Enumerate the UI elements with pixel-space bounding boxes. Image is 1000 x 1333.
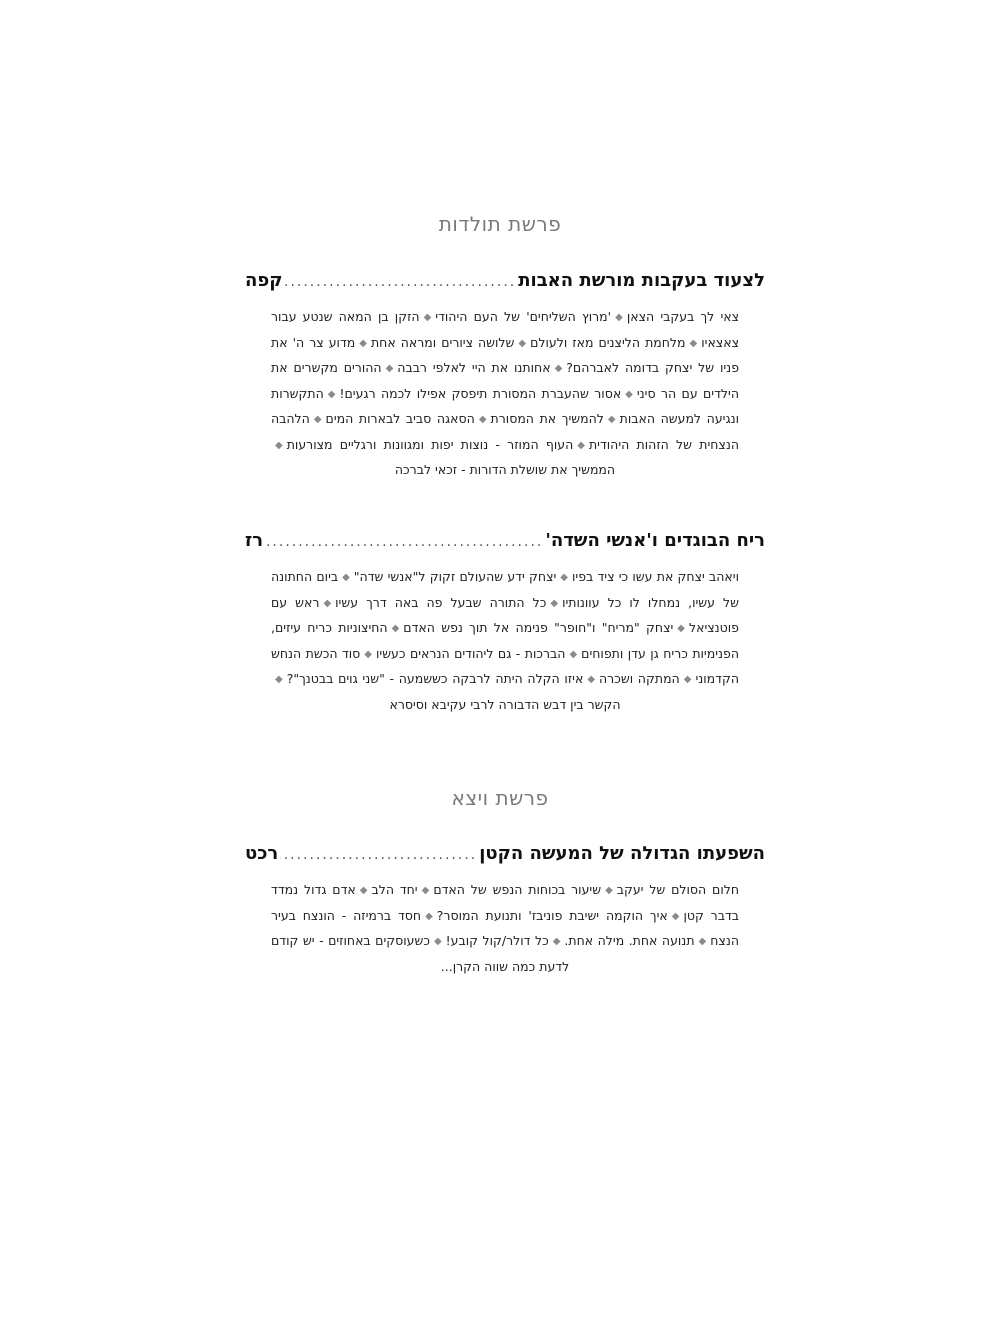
diamond-separator-icon: ◆: [421, 885, 430, 896]
topic-item: הממשיך את שושלת הדורות - זכאי לברכה: [394, 462, 616, 477]
diamond-separator-icon: ◆: [683, 674, 692, 685]
topic-item: מלחמת הליצנים מאז ולעולם: [530, 334, 686, 350]
diamond-separator-icon: ◆: [698, 936, 707, 947]
topic-item: 'מרוץ השליחים' של העם היהודי: [435, 309, 612, 324]
topic-item: חסד ברמיזה - הונצח בעיר הנצח: [271, 907, 739, 948]
parsha-title-vayetze: פרשת ויצא: [451, 786, 549, 810]
topic-item: ויאהב יצחק את עשו כי ציד בפיו: [572, 569, 739, 584]
diamond-separator-icon: ◆: [569, 648, 578, 660]
diamond-separator-icon: ◆: [275, 674, 283, 685]
diamond-separator-icon: ◆: [478, 414, 487, 425]
topic-item: שלושה ציורים ומראה אחת: [370, 334, 515, 350]
diamond-separator-icon: ◆: [689, 337, 698, 349]
dot-leader: [265, 534, 543, 550]
diamond-separator-icon: ◆: [587, 674, 596, 685]
diamond-separator-icon: ◆: [359, 337, 367, 349]
topic-item: יצחק ידע שהעולם זקוק ל"אנשי שדה": [353, 569, 557, 584]
topic-item: תנועה אחת. מילה אחת.: [564, 933, 695, 948]
toc-entry-page-number: קפה: [245, 270, 283, 291]
topic-item: יחד הלב: [371, 882, 418, 897]
diamond-separator-icon: ◆: [425, 910, 433, 922]
topic-item: כל דולר/קול קובע!: [445, 933, 549, 948]
topic-item: הסאגה סביב לבארות המים: [325, 411, 475, 426]
diamond-separator-icon: ◆: [359, 885, 368, 896]
toc-entry-page-number: רז: [245, 530, 264, 551]
topic-item: יצחק "מריח" ו"חופר" פנימה אל תוך נפש האדם: [403, 620, 674, 635]
diamond-separator-icon: ◆: [554, 363, 563, 374]
toc-entry-title: השפעתו הגדולה של המעשה הקטן: [479, 843, 765, 864]
diamond-separator-icon: ◆: [385, 363, 394, 374]
toc-entry-title: ריח הבוגדים ו'אנשי השדה': [545, 530, 765, 551]
toc-entry-title: לצעוד בעקבות מורשת האבות: [518, 270, 765, 291]
topic-item: אדם גדול נמדד בדבר קטן: [271, 882, 739, 923]
toc-entry-2: [245, 530, 765, 717]
toc-entry-heading[interactable]: [245, 843, 765, 864]
topic-item: ביום החתונה של עשיו, נמחלו לו כל עוונותיו: [271, 569, 739, 610]
diamond-separator-icon: ◆: [391, 623, 400, 634]
topic-item: שיעור בכוחות הנפש של האדם: [433, 882, 602, 897]
toc-entry-heading[interactable]: [245, 530, 765, 551]
toc-entry-page-number: רכט: [245, 843, 279, 864]
topic-item: הלהבה הנצחית של הזהות היהודית: [271, 411, 740, 452]
topic-item: איזו הקלה היתה לרבקה כששמעה - "שני גוים בבטנך"?: [286, 671, 584, 686]
topic-item: אסור שהעברת המסורת תיפסק אפילו לכמה רגעים!: [339, 385, 622, 401]
topic-item: המתקה ושכרה: [599, 671, 680, 686]
topic-item: חלום הסולם של יעקב: [616, 882, 739, 897]
diamond-separator-icon: ◆: [327, 388, 336, 400]
topic-item: הברכות - גם ליהודים הנראים כעשיו: [376, 645, 566, 661]
topic-item: כשעוסקים באחוזים - יש קודם לדעת כמה שווה הקרן...: [271, 933, 570, 974]
topic-item: כל התורה שבעל פה באה דרך עשיו: [335, 594, 547, 610]
toc-entry-3: [245, 843, 765, 979]
diamond-separator-icon: ◆: [615, 312, 623, 323]
toc-entry-topics: [271, 565, 739, 717]
topic-item: הקשר בין דבש הדבורה לרבי עקיבא וסיסרא: [389, 696, 621, 712]
diamond-separator-icon: ◆: [323, 597, 332, 609]
diamond-separator-icon: ◆: [433, 936, 442, 947]
diamond-separator-icon: ◆: [552, 936, 561, 947]
diamond-separator-icon: ◆: [605, 885, 613, 896]
topic-item: הזקן בן המאה שנטע עבור צאצאיו: [271, 309, 739, 350]
topic-item: איך הוקמה ישיבת פוניבז' ותנועת המוסר?: [436, 907, 668, 923]
diamond-separator-icon: ◆: [677, 623, 685, 634]
topic-item: סוד הכשת הנחש הקדמוני: [271, 645, 739, 686]
diamond-separator-icon: ◆: [607, 414, 616, 425]
diamond-separator-icon: ◆: [625, 388, 633, 400]
diamond-separator-icon: ◆: [550, 597, 559, 609]
topic-item: החיצוניות כריח עיזים, הפנימיות כריח גן עדן ותפוחים: [271, 620, 739, 661]
dot-leader: [284, 274, 516, 290]
toc-entry-heading[interactable]: [245, 270, 765, 291]
diamond-separator-icon: ◆: [560, 572, 568, 583]
toc-entry-topics: [271, 305, 739, 483]
diamond-separator-icon: ◆: [577, 439, 585, 451]
parsha-title-toldot: פרשת תולדות: [438, 212, 562, 236]
topic-item: אחותנו את היי לאלפי רבבה: [397, 360, 551, 375]
topic-item: ראש עם פוטנציאל: [271, 594, 739, 635]
diamond-separator-icon: ◆: [313, 414, 322, 425]
topic-item: התקשרות ונגיעה למעשה האבות: [271, 385, 740, 426]
topic-item: העוף המוזר - נוצות יפות ומגוונות ורגליים מצורעות: [286, 436, 574, 452]
topic-item: צאי לך בעקבי הצאן: [626, 309, 740, 324]
diamond-separator-icon: ◆: [364, 648, 372, 660]
diamond-separator-icon: ◆: [671, 910, 680, 922]
topic-item: להמשיך את המסורת: [490, 411, 604, 426]
topic-item: מדוע צר ה' את פניו של יצחק בדומה לאברהם?: [271, 334, 739, 375]
toc-entry-1: [245, 270, 765, 483]
topic-item: ההורים מקשרים את הילדים עם הר סיני: [271, 360, 739, 401]
toc-entry-topics: [271, 878, 739, 979]
dot-leader: [280, 847, 477, 863]
diamond-separator-icon: ◆: [518, 337, 527, 349]
diamond-separator-icon: ◆: [342, 572, 350, 583]
diamond-separator-icon: ◆: [423, 312, 432, 323]
diamond-separator-icon: ◆: [275, 439, 283, 451]
